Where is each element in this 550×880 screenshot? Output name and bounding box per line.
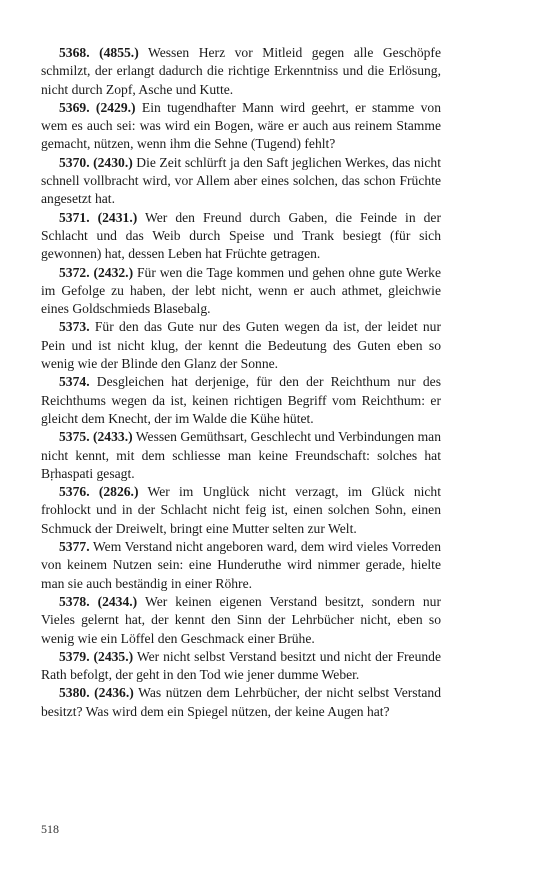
entry-text: Desgleichen hat derjenige, für den der Reichthum nur des Reichthums wegen da ist, keinen richtigen Begriff vom Reichthum: er gleicht dem Knecht, der im Walde die Kühe hütet. [41, 374, 441, 426]
entry-5380 [41, 684, 441, 721]
entry-text: Für den das Gute nur des Guten wegen da ist, der leidet nur Pein und ist nicht klug, der kennt die Bedeutung des Guten eben so wenig wie der Blinde den Glanz der Sonne. [41, 319, 441, 372]
entry-text: Für wen die Tage kommen und gehen ohne gute Werke im Gefolge zu haben, der lebt nicht, wenn er auch athmet, gleichwie eines Goldschmieds Blasebalg. [41, 264, 441, 317]
entry-5374 [41, 373, 441, 428]
entry-text: Was nützen dem Lehrbücher, der nicht selbst Verstand besitzt? Was wird dem ein Spiegel nützen, der keine Augen hat? [41, 685, 441, 719]
entry-number: 5368. (4855.) [59, 45, 139, 60]
entry-5368 [41, 44, 441, 99]
entry-text: Die Zeit schlürft ja den Saft jeglichen Werkes, das nicht schnell vollbracht wird, vor Allem aber eines solchen, das schon Früchte angesetzt hat. [41, 154, 442, 207]
entry-number: 5372. (2432.) [59, 264, 134, 280]
entry-5376 [41, 483, 441, 538]
entry-5375 [41, 428, 441, 483]
entry-text: Wer keinen eigenen Verstand besitzt, sondern nur Vieles gelernt hat, der kennt den Sinn der Lehrbücher nicht, eben so wenig wie ein Löffel den Geschmack einer Brühe. [41, 593, 442, 646]
entry-5378 [41, 593, 441, 648]
entry-5373 [41, 318, 441, 373]
entry-number: 5380. (2436.) [59, 685, 134, 701]
entry-text: Wer den Freund durch Gaben, die Feinde in der Schlacht und das Weib durch Speise und Trank besiegt (für sich gewonnen) hat, dessen Leben hat Früchte getragen. [41, 209, 441, 262]
entry-text: Wer nicht selbst Verstand besitzt und nicht der Freunde Rath befolgt, der geht in den Tod wie jener dumme Weber. [41, 648, 441, 683]
entry-number: 5377. [59, 539, 90, 555]
entry-number: 5376. (2826.) [59, 484, 139, 500]
text-body [41, 44, 441, 721]
entry-number: 5378. (2434.) [59, 593, 138, 609]
entry-number: 5373. [59, 319, 90, 335]
entry-text: Wessen Herz vor Mitleid gegen alle Geschöpfe schmilzt, der erlangt dadurch die richtige Erkenntniss und die Erlösung, nicht durch Zopf, Asche und Kutte. [41, 45, 441, 97]
entry-text: Wessen Gemüthsart, Geschlecht und Verbindungen man nicht kennt, mit dem schliesse man keine Freundschaft: solches hat Bṛhaspati gesagt. [41, 429, 442, 481]
entry-number: 5370. (2430.) [59, 154, 133, 170]
entry-number: 5369. (2429.) [59, 99, 136, 115]
entry-text: Wer im Unglück nicht verzagt, im Glück nicht frohlockt und in der Schlacht nicht feig ist, einen solchen Sohn, einen Schmuck der Dreiwelt, bringt eine Mutter selten zur Welt. [41, 484, 442, 536]
entry-5377 [41, 538, 441, 593]
entry-5372 [41, 264, 441, 319]
entry-5370 [41, 154, 441, 209]
entry-number: 5375. (2433.) [59, 429, 133, 445]
entry-5371 [41, 209, 441, 264]
entry-number: 5379. (2435.) [59, 648, 134, 664]
entry-5369 [41, 99, 441, 154]
entry-text: Wem Verstand nicht angeboren ward, dem wird vieles Vorreden von keinem Nutzen sein: eine Hunderuthe wird nimmer gerade, hielte man sie auch beständig in einer Röhre. [41, 539, 441, 591]
entry-number: 5374. [59, 374, 90, 390]
entry-text: Ein tugendhafter Mann wird geehrt, er stamme von wem es auch sei: was wird ein Bogen, wäre er auch aus reinem Stamme gemacht, nützen, wenn ihm die Sehne (Tugend) fehlt? [41, 99, 442, 152]
entry-5379 [41, 648, 441, 685]
page-number: 518 [41, 822, 59, 836]
entry-number: 5371. (2431.) [59, 209, 138, 225]
